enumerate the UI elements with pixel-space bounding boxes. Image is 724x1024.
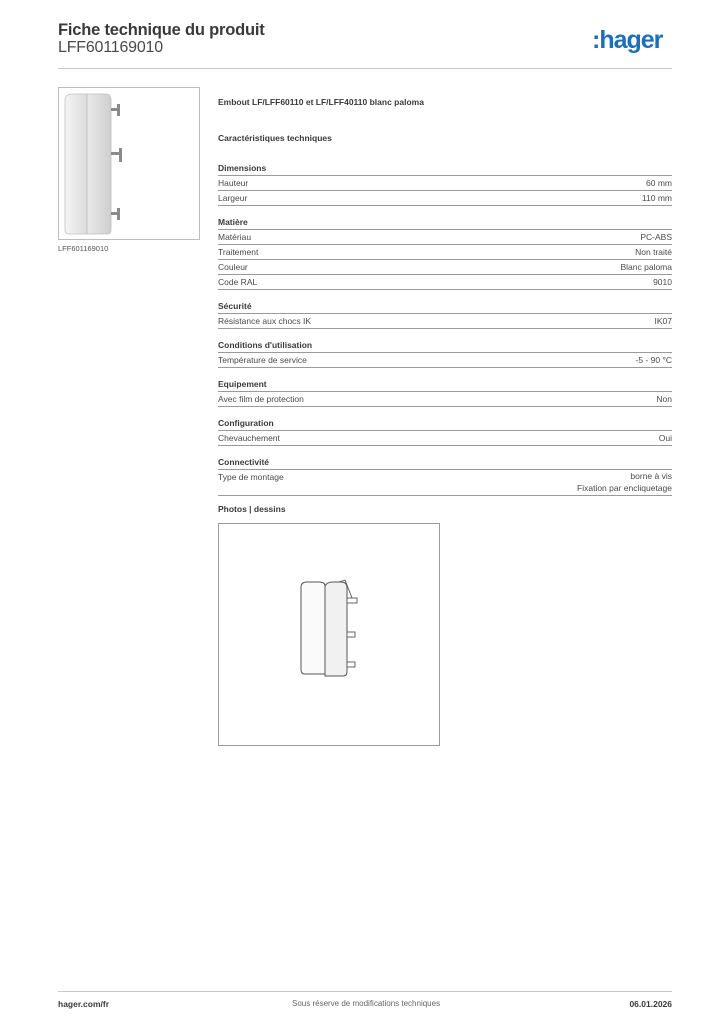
spec-row: [218, 470, 672, 496]
section-material: [218, 216, 672, 290]
section-title: Sécurité: [218, 300, 672, 314]
spec-label: Résistance aux chocs IK: [218, 316, 312, 326]
spec-value: 9010: [653, 277, 672, 287]
section-connectivity: [218, 456, 672, 496]
footer-website[interactable]: hager.com/fr: [58, 999, 110, 1009]
product-drawing: [218, 523, 440, 746]
spec-value: 110 mm: [641, 193, 672, 203]
spec-row: [218, 176, 672, 191]
section-title: Matière: [218, 216, 672, 230]
spec-value-line: Fixation par encliquetage: [577, 483, 672, 493]
spec-label: Matériau: [218, 232, 252, 242]
spec-value: [577, 470, 672, 494]
spec-value: Oui: [658, 433, 672, 443]
spec-content: [218, 96, 672, 496]
spec-label: Traitement: [218, 247, 259, 257]
header-divider: [58, 68, 672, 69]
spec-label: Largeur: [218, 193, 248, 203]
spec-row: [218, 314, 672, 329]
spec-row: [218, 431, 672, 446]
tech-heading: Caractéristiques techniques: [218, 133, 332, 143]
spec-value: 60 mm: [646, 178, 672, 188]
spec-label: Type de montage: [218, 472, 284, 482]
spec-row: [218, 353, 672, 368]
spec-value: IK07: [654, 316, 672, 326]
spec-value: Blanc paloma: [620, 262, 672, 272]
section-title: Connectivité: [218, 456, 672, 470]
section-safety: [218, 300, 672, 329]
spec-label: Chevauchement: [218, 433, 280, 443]
page-title: Fiche technique du produit: [58, 21, 265, 39]
thumbnail-caption: LFF601169010: [58, 244, 109, 253]
footer-notice: Sous réserve de modifications techniques: [292, 999, 441, 1008]
spec-label: Avec film de protection: [218, 394, 304, 404]
spec-row: [218, 260, 672, 275]
spec-row: [218, 245, 672, 260]
spec-row: [218, 275, 672, 290]
section-equipment: [218, 378, 672, 407]
spec-row: [218, 191, 672, 206]
spec-value: -5 - 90 °C: [635, 355, 672, 365]
product-thumbnail: [58, 87, 200, 240]
section-title: Dimensions: [218, 162, 672, 176]
spec-row: [218, 392, 672, 407]
spec-label: Hauteur: [218, 178, 249, 188]
section-configuration: [218, 417, 672, 446]
product-name: Embout LF/LFF60110 et LF/LFF40110 blanc paloma: [218, 97, 424, 107]
spec-row: [218, 230, 672, 245]
spec-value: PC-ABS: [640, 232, 672, 242]
spec-value: Non: [656, 394, 672, 404]
hager-logo: [592, 26, 674, 56]
footer-date: 06.01.2026: [629, 999, 672, 1009]
section-title: Conditions d'utilisation: [218, 339, 672, 353]
spec-label: Code RAL: [218, 277, 258, 287]
spec-value: Non traité: [635, 247, 672, 257]
end-cap-drawing-icon: [219, 524, 439, 745]
section-title: Equipement: [218, 378, 672, 392]
section-usage-conditions: [218, 339, 672, 368]
spec-label: Couleur: [218, 262, 248, 272]
section-title: Configuration: [218, 417, 672, 431]
product-reference: LFF601169010: [58, 39, 163, 56]
section-dimensions: [218, 162, 672, 206]
spec-value-line: borne à vis: [630, 471, 672, 481]
logo-text: :hager: [592, 26, 663, 54]
spec-label: Température de service: [218, 355, 307, 365]
footer-divider: [58, 991, 672, 992]
photos-title: Photos | dessins: [218, 504, 286, 514]
end-cap-thumbnail-icon: [59, 88, 199, 239]
